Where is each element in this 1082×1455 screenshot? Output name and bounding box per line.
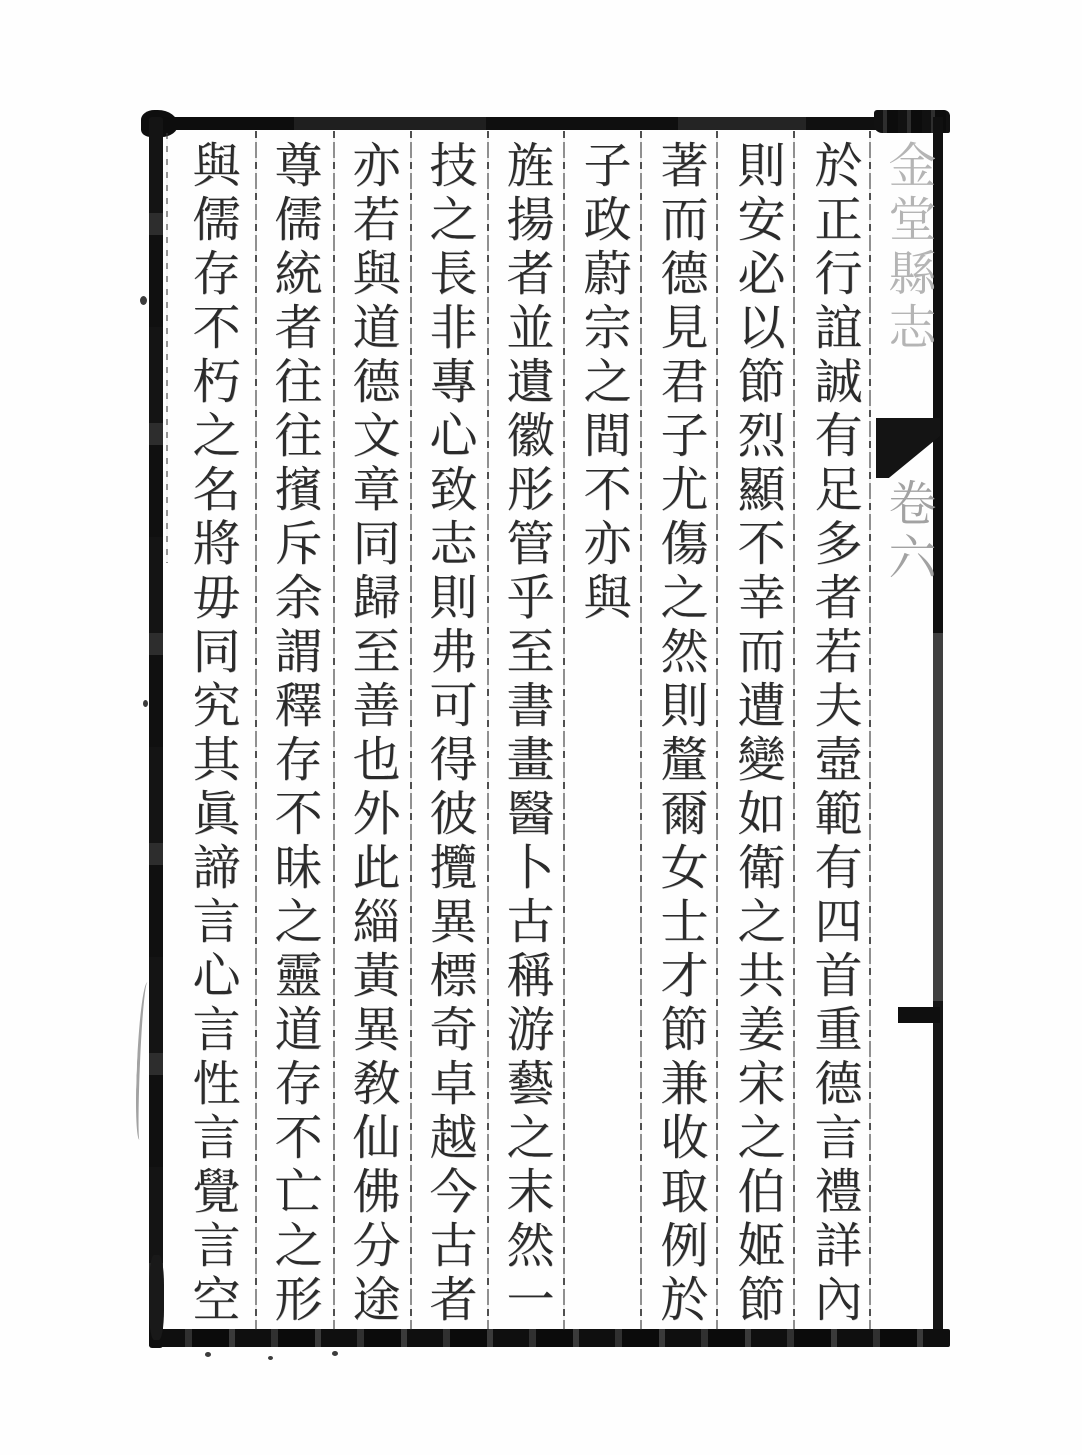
ink-blotch-bottom-left — [149, 1255, 164, 1340]
text-column-2: 則安必以節烈顯不幸而遭變如衛之共姜宋之伯姬節 — [730, 140, 783, 1328]
text-column-3: 著而德見君子尤傷之然則釐爾女士才節兼收取例於 — [653, 140, 706, 1328]
text-column-1: 於正行誼誠有足多者若夫壼範有四首重德言禮詳內 — [807, 140, 860, 1328]
volume-label: 卷六 — [881, 478, 934, 586]
scan-artifact-speck — [332, 1351, 338, 1356]
column-rule — [563, 131, 565, 1330]
text-column-5: 旌揚者並遺徽彤管乎至書畫醫卜古稱游藝之末然一 — [499, 140, 552, 1328]
text-column-9: 與儒存不朽之名將毋同究其眞諦言心言性言覺言空 — [185, 140, 238, 1328]
scan-artifact-speck — [205, 1352, 211, 1357]
scan-artifact-speck — [268, 1356, 273, 1360]
frame-border-left — [149, 117, 163, 1348]
scan-artifact-speck — [140, 296, 147, 305]
text-column-7: 亦若與道德文章同歸至善也外此緇黃異敎仙佛分途 — [345, 140, 398, 1328]
inner-frame-line — [166, 133, 168, 563]
scan-artifact-speck — [143, 700, 148, 707]
column-rule — [255, 131, 257, 1330]
column-rule — [793, 131, 795, 1330]
text-column-8: 尊儒統者往往擯斥余謂釋存不昧之靈道存不亡之形 — [267, 140, 320, 1328]
column-rule — [716, 131, 718, 1330]
column-rule — [333, 131, 335, 1330]
margin-ink-tick — [898, 1007, 940, 1023]
title-column — [874, 134, 940, 1332]
column-rule — [640, 131, 642, 1330]
book-title: 金堂縣志 — [881, 140, 934, 356]
text-column-4: 子政蔚宗之間不亦與 — [576, 140, 629, 626]
column-rule — [410, 131, 412, 1330]
frame-border-top — [150, 117, 950, 130]
column-rule — [869, 131, 871, 1330]
text-column-6: 技之長非專心致志則弗可得彼攬異標奇卓越今古者 — [422, 140, 475, 1328]
column-rule — [487, 131, 489, 1330]
